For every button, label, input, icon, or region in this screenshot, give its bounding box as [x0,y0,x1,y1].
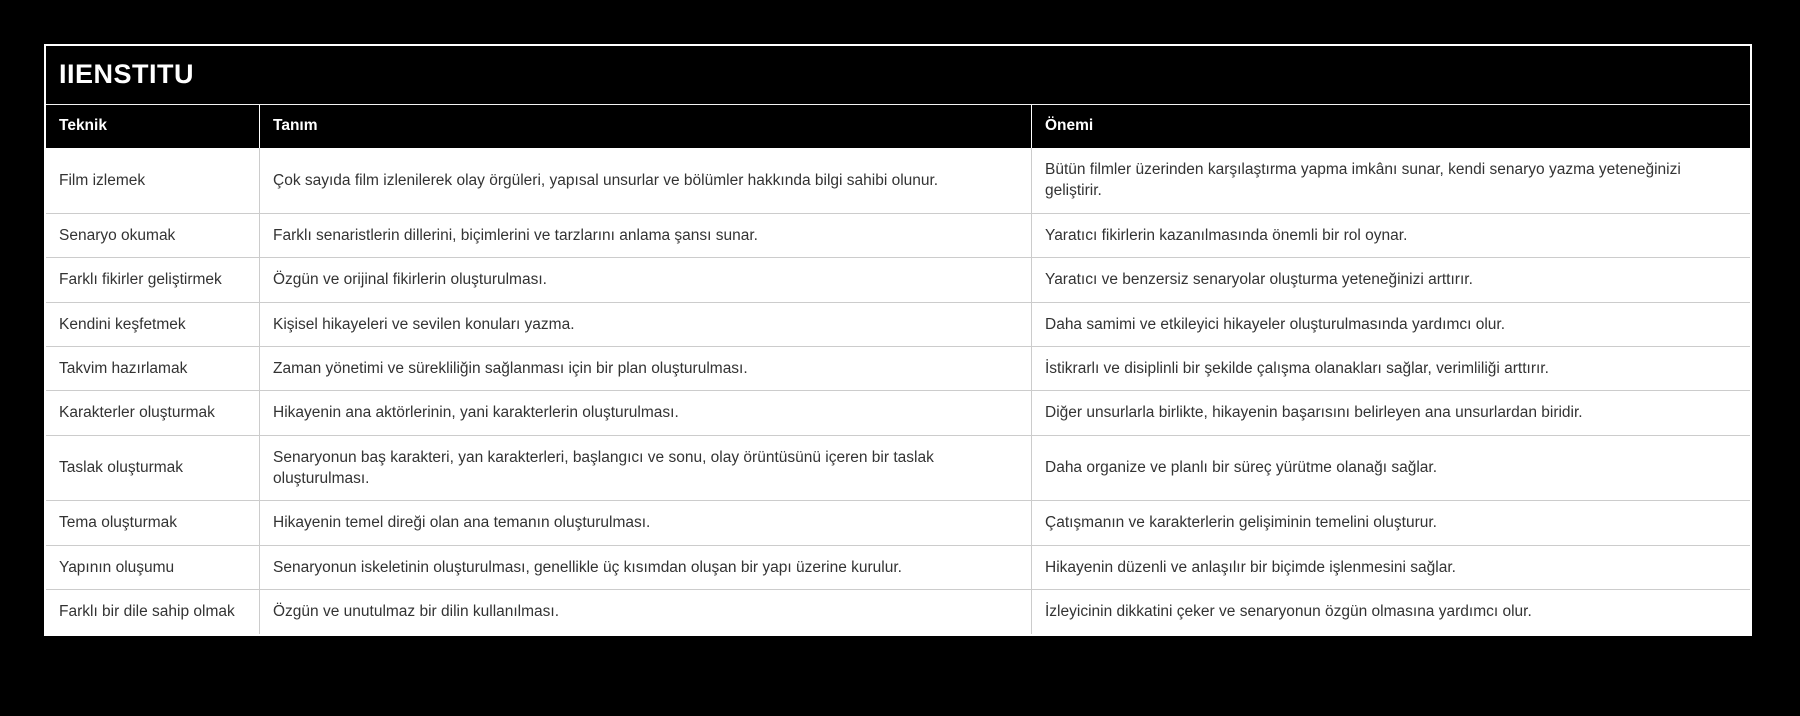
table-row [46,347,1750,391]
table-row [46,391,1750,435]
cell-onemi: Daha samimi ve etkileyici hikayeler oluşturulmasında yardımcı olur. [1045,315,1506,333]
cell-tanim: Farklı senaristlerin dillerini, biçimlerini ve tarzlarını anlama şansı sunar. [260,214,1032,257]
cell-teknik: Taslak oluşturmak [46,436,260,501]
cell-tanim: Çok sayıda film izlenilerek olay örgüleri, yapısal unsurlar ve bölümler hakkında bilgi sahibi olunur. [260,148,1032,213]
cell-onemi: İstikrarlı ve disiplinli bir şekilde çalışma olanakları sağlar, verimliliği arttırır. [1045,359,1549,377]
cell-tanim: Kişisel hikayeleri ve sevilen konuları yazma. [260,303,1032,346]
header-cell-onemi: Önemi [1045,117,1094,134]
cell-teknik: Yapının oluşumu [46,546,260,589]
cell-teknik: Kendini keşfetmek [46,303,260,346]
table-header-row [46,105,1750,148]
table-row [46,303,1750,347]
cell-onemi: Yaratıcı fikirlerin kazanılmasında önemli bir rol oynar. [1045,226,1408,244]
cell-teknik: Senaryo okumak [46,214,260,257]
cell-teknik: Karakterler oluşturmak [46,391,260,434]
table-row [46,258,1750,302]
header-cell-tanim: Tanım [260,105,1032,148]
table-title: IIENSTITU [46,46,1750,105]
cell-teknik: Takvim hazırlamak [46,347,260,390]
cell-tanim: Senaryonun baş karakteri, yan karakterleri, başlangıcı ve sonu, olay örüntüsünü içeren bir taslak oluşturulması. [260,436,1032,501]
cell-onemi: Diğer unsurlarla birlikte, hikayenin başarısını belirleyen ana unsurlardan biridir. [1045,404,1583,422]
table-row [46,590,1750,633]
cell-onemi: Hikayenin düzenli ve anlaşılır bir biçimde işlenmesini sağlar. [1045,558,1456,576]
table-row [46,436,1750,502]
table-row [46,148,1750,214]
cell-teknik: Farklı bir dile sahip olmak [46,590,260,633]
cell-teknik: Tema oluşturmak [46,501,260,544]
cell-teknik: Farklı fikirler geliştirmek [46,258,260,301]
cell-tanim: Zaman yönetimi ve sürekliliğin sağlanması için bir plan oluşturulması. [260,347,1032,390]
cell-teknik: Film izlemek [46,148,260,213]
cell-onemi: Bütün filmler üzerinden karşılaştırma yapma imkânı sunar, kendi senaryo yazma yeteneğinizi geliştirir. [1045,161,1681,200]
table-row [46,214,1750,258]
header-cell-teknik: Teknik [46,105,260,148]
table-row [46,501,1750,545]
cell-tanim: Özgün ve unutulmaz bir dilin kullanılması. [260,590,1032,633]
table-row [46,546,1750,590]
cell-tanim: Hikayenin temel direği olan ana temanın oluşturulması. [260,501,1032,544]
cell-tanim: Hikayenin ana aktörlerinin, yani karakterlerin oluşturulması. [260,391,1032,434]
table-body [46,148,1750,634]
cell-onemi: İzleyicinin dikkatini çeker ve senaryonun özgün olmasına yardımcı olur. [1045,603,1532,621]
cell-onemi: Çatışmanın ve karakterlerin gelişiminin temelini oluşturur. [1045,514,1437,532]
cell-tanim: Senaryonun iskeletinin oluşturulması, genellikle üç kısımdan oluşan bir yapı üzerine kurulur. [260,546,1032,589]
cell-onemi: Daha organize ve planlı bir süreç yürütme olanağı sağlar. [1045,459,1438,477]
cell-tanim: Özgün ve orijinal fikirlerin oluşturulması. [260,258,1032,301]
technique-table [44,44,1752,636]
cell-onemi: Yaratıcı ve benzersiz senaryolar oluşturma yeteneğinizi arttırır. [1045,271,1473,289]
